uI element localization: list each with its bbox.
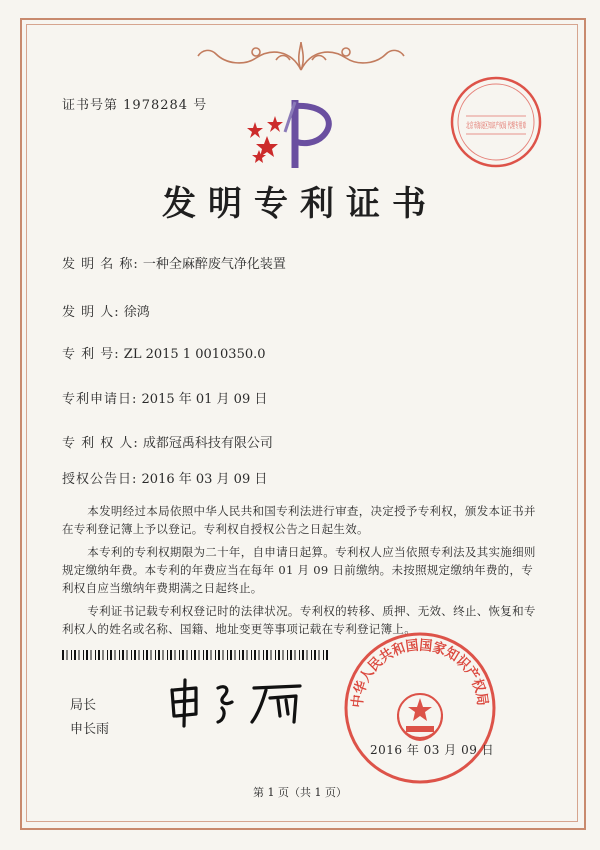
barcode-bar — [122, 650, 124, 660]
patentee-field — [62, 432, 273, 451]
patent-number-label: 专 利 号: — [62, 347, 120, 362]
barcode-bar — [95, 650, 96, 660]
barcode-bar — [319, 650, 320, 660]
certificate-body — [62, 502, 538, 643]
barcode-bar — [107, 650, 108, 660]
barcode-bar — [167, 650, 168, 660]
inventor-field — [62, 301, 150, 320]
filing-date-field — [62, 388, 267, 407]
barcode-bar — [62, 650, 64, 660]
barcode-bar — [79, 650, 80, 660]
barcode-bar — [314, 650, 316, 660]
body-paragraph-1: 本发明经过本局依照中华人民共和国专利法进行审查，决定授予专利权，颁发本证书并在专利登记簿上予以登记。专利权自授权公告之日起生效。 — [62, 504, 536, 536]
barcode-bar — [199, 650, 200, 660]
barcode-bar — [295, 650, 296, 660]
barcode-bar — [146, 650, 148, 660]
barcode-bar — [211, 650, 212, 660]
barcode-bar — [218, 650, 220, 660]
barcode-bar — [191, 650, 192, 660]
barcode-bar — [74, 650, 76, 660]
patentee-label: 专 利 权 人: — [62, 436, 139, 451]
barcode-bar — [239, 650, 240, 660]
certificate-number-label: 证书号第 — [62, 98, 119, 113]
grant-date-value: 2016 年 03 月 09 日 — [141, 472, 268, 487]
barcode-bar — [247, 650, 248, 660]
patent-number-field — [62, 343, 266, 362]
chief-name: 申长雨 — [70, 722, 110, 737]
barcode-bar — [242, 650, 244, 660]
barcode-bar — [251, 650, 252, 660]
national-seal-text: 中华人民共和国国家知识产权局 — [349, 637, 491, 709]
barcode-bar — [275, 650, 276, 660]
seal-date: 2016 年 03 月 09 日 — [370, 743, 495, 757]
barcode-bar — [151, 650, 152, 660]
barcode-bar — [307, 650, 308, 660]
page-footer: 第 1 页（共 1 页） — [253, 786, 347, 799]
barcode-bar — [115, 650, 116, 660]
chief-title: 局长 — [70, 698, 97, 713]
barcode-bar — [131, 650, 132, 660]
filing-date-label: 专利申请日: — [62, 392, 138, 407]
barcode-bar — [158, 650, 160, 660]
barcode-bar — [326, 650, 328, 660]
barcode-bar — [283, 650, 284, 660]
barcode-bar — [223, 650, 224, 660]
grant-date-field — [62, 468, 267, 487]
barcode-bar — [182, 650, 184, 660]
filing-date-value: 2015 年 01 月 09 日 — [141, 392, 268, 407]
barcode-bar — [83, 650, 84, 660]
barcode-bar — [278, 650, 280, 660]
barcode-bar — [299, 650, 300, 660]
barcode-bar — [290, 650, 292, 660]
barcode-bar — [143, 650, 144, 660]
certificate-number-value: 1978284 — [123, 98, 189, 113]
invention-name-field — [62, 253, 286, 272]
national-ip-office-seal — [340, 628, 500, 788]
body-paragraph-3: 专利证书记载专利权登记时的法律状况。专利权的转移、质押、无效、终止、恢复和专利权人的姓名或名称、国籍、地址变更等事项记载在专利登记簿上。 — [62, 604, 536, 636]
barcode-bar — [206, 650, 208, 660]
patentee-value: 成都冠禹科技有限公司 — [142, 436, 273, 451]
barcode-bar — [271, 650, 272, 660]
floral-ornament — [196, 40, 406, 76]
barcode-bar — [91, 650, 92, 660]
barcode-bar — [287, 650, 288, 660]
agency-seal-text: 北京市海淀区知识产权局 代理专用章 — [466, 121, 597, 130]
agency-seal-small — [446, 72, 597, 172]
barcode-bar — [179, 650, 180, 660]
body-paragraph-2: 本专利的专利权期限为二十年，自申请日起算。专利权人应当依照专利法及其实施细则规定缴纳年费。本专利的年费应当在每年 01 月 09 日前缴纳。未按照规定缴纳年费的，专利权自应当缴纳年费期满之日起终止。 — [62, 545, 536, 595]
barcode-bar — [302, 650, 304, 660]
barcode-bar — [215, 650, 216, 660]
barcode-bar — [155, 650, 156, 660]
barcode — [62, 650, 332, 660]
barcode-bar — [254, 650, 256, 660]
barcode-bar — [187, 650, 188, 660]
barcode-bar — [230, 650, 232, 660]
barcode-bar — [235, 650, 236, 660]
barcode-bar — [119, 650, 120, 660]
barcode-bar — [263, 650, 264, 660]
barcode-bar — [323, 650, 324, 660]
patent-office-logo — [245, 92, 345, 172]
barcode-bar — [175, 650, 176, 660]
barcode-bar — [203, 650, 204, 660]
barcode-bar — [110, 650, 112, 660]
barcode-bar — [98, 650, 100, 660]
inventor-label: 发 明 人: — [62, 305, 120, 320]
invention-name-value: 一种全麻醉废气净化装置 — [142, 257, 286, 272]
barcode-bar — [127, 650, 128, 660]
barcode-bar — [103, 650, 104, 660]
barcode-bar — [227, 650, 228, 660]
barcode-bar — [67, 650, 68, 660]
barcode-bar — [194, 650, 196, 660]
barcode-bar — [134, 650, 136, 660]
barcode-bar — [266, 650, 268, 660]
barcode-bar — [71, 650, 72, 660]
barcode-bar — [259, 650, 260, 660]
inventor-value: 徐鸿 — [123, 305, 150, 320]
certificate-number — [62, 94, 207, 113]
patent-number-value: ZL 2015 1 0010350.0 — [123, 347, 266, 362]
barcode-bar — [311, 650, 312, 660]
svg-text:中华人民共和国国家知识产权局 — [349, 637, 490, 709]
barcode-bar — [163, 650, 164, 660]
invention-name-label: 发 明 名 称: — [62, 257, 139, 272]
barcode-bar — [139, 650, 140, 660]
certificate-title: 发明专利证书 — [162, 184, 438, 224]
barcode-bar — [170, 650, 172, 660]
certificate-number-suffix: 号 — [193, 98, 208, 113]
barcode-bar — [86, 650, 88, 660]
handwritten-signature — [166, 676, 316, 728]
grant-date-label: 授权公告日: — [62, 472, 138, 487]
